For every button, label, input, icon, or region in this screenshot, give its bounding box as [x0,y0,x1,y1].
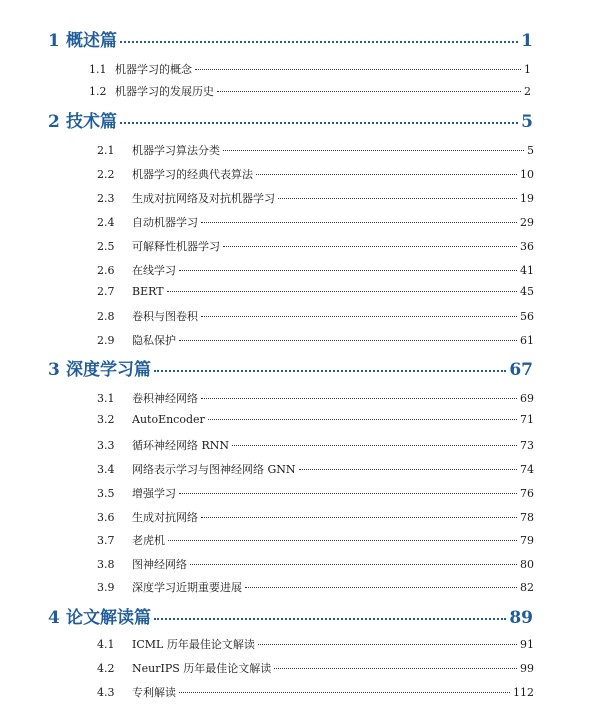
dot-leader [120,122,518,124]
section-title: 增强学习 [132,487,176,500]
section-title: ICML 历年最佳论文解读 [132,638,255,651]
dot-leader [179,270,517,271]
section-2-1[interactable] [97,142,534,158]
section-title: 机器学习的发展历史 [115,85,214,98]
section-2-6[interactable] [97,262,534,278]
section-number: 2.9 [97,334,115,347]
section-3-4[interactable] [97,461,534,477]
section-title: 生成对抗网络及对抗机器学习 [132,192,275,205]
section-4-2[interactable] [97,660,534,676]
dot-leader [179,340,517,341]
section-3-2[interactable] [97,413,534,426]
section-4-3[interactable] [97,684,534,700]
chapter-title: 论文解读篇 [66,608,151,628]
section-number: 3.5 [97,487,115,500]
chapter-3-heading[interactable] [48,355,533,380]
section-title: AutoEncoder [132,413,205,426]
dot-leader [167,291,517,292]
section-page: 56 [520,310,534,323]
section-number: 3.9 [97,581,115,594]
dot-leader [256,174,517,175]
section-3-9[interactable] [97,579,534,595]
section-number: 2.3 [97,192,115,205]
chapter-page: 1 [521,31,533,51]
chapter-2-heading[interactable] [48,107,533,132]
section-title: 在线学习 [132,264,176,277]
section-3-8[interactable] [97,556,534,572]
chapter-title: 技术篇 [66,112,117,132]
section-page: 73 [520,439,534,452]
section-2-9[interactable] [97,332,534,348]
section-2-4[interactable] [97,214,534,230]
section-title: 卷积与图卷积 [132,310,198,323]
section-page: 36 [520,240,534,253]
section-page: 2 [524,85,531,98]
dot-leader [154,618,506,620]
chapter-number: 1 [48,31,60,51]
section-title: 生成对抗网络 [132,511,198,524]
section-page: 78 [520,511,534,524]
section-number: 1.1 [89,63,107,76]
dot-leader [299,469,517,470]
dot-leader [232,445,517,446]
dot-leader [120,41,518,43]
chapter-title: 深度学习篇 [66,360,151,380]
section-number: 2.6 [97,264,115,277]
section-title: 图神经网络 [132,558,187,571]
section-number: 4.3 [97,686,115,699]
chapter-1-heading[interactable] [48,26,533,51]
dot-leader [223,246,517,247]
section-page: 19 [520,192,534,205]
section-3-6[interactable] [97,509,534,525]
section-number: 2.7 [97,285,115,298]
section-number: 4.1 [97,638,115,651]
section-2-5[interactable] [97,238,534,254]
section-number: 3.2 [97,413,115,426]
section-title: 老虎机 [132,534,165,547]
dot-leader [278,198,517,199]
section-1-1[interactable] [89,61,531,77]
dot-leader [274,668,517,669]
dot-leader [201,517,517,518]
section-page: 79 [520,534,534,547]
section-number: 3.3 [97,439,115,452]
chapter-page: 67 [509,360,533,380]
dot-leader [168,540,517,541]
section-page: 71 [520,413,534,426]
chapter-number: 4 [48,608,60,628]
section-title: 网络表示学习与图神经网络 GNN [132,463,296,476]
section-number: 2.2 [97,168,115,181]
section-title: 可解释性机器学习 [132,240,220,253]
section-page: 29 [520,216,534,229]
section-title: 专利解读 [132,686,176,699]
section-title: 机器学习的概念 [115,63,192,76]
section-number: 2.8 [97,310,115,323]
dot-leader [195,69,521,70]
dot-leader [201,398,517,399]
dot-leader [223,150,524,151]
section-page: 82 [520,581,534,594]
chapter-page: 89 [509,608,533,628]
section-page: 99 [520,662,534,675]
dot-leader [190,564,517,565]
section-number: 2.1 [97,144,115,157]
chapter-4-heading[interactable] [48,603,533,628]
section-page: 69 [520,392,534,405]
section-3-5[interactable] [97,485,534,501]
dot-leader [217,91,521,92]
section-page: 112 [513,686,534,699]
section-page: 91 [520,638,534,651]
section-2-7[interactable] [97,285,534,298]
dot-leader [179,493,517,494]
section-title: 自动机器学习 [132,216,198,229]
chapter-page: 5 [521,112,533,132]
section-title: BERT [132,285,164,298]
section-page: 1 [524,63,531,76]
section-page: 10 [520,168,534,181]
dot-leader [179,692,510,693]
section-number: 4.2 [97,662,115,675]
section-number: 1.2 [89,85,107,98]
section-number: 3.7 [97,534,115,547]
section-number: 3.6 [97,511,115,524]
section-1-2[interactable] [89,83,531,99]
section-3-1[interactable] [97,390,534,406]
section-3-7[interactable] [97,532,534,548]
section-title: 隐私保护 [132,334,176,347]
section-2-3[interactable] [97,190,534,206]
section-title: 深度学习近期重要进展 [132,581,242,594]
section-page: 76 [520,487,534,500]
section-title: 循环神经网络 RNN [132,439,230,452]
section-title: 机器学习算法分类 [132,144,220,157]
section-page: 61 [520,334,534,347]
section-number: 3.4 [97,463,115,476]
section-page: 74 [520,463,534,476]
section-4-1[interactable] [97,636,534,652]
section-2-2[interactable] [97,166,534,182]
dot-leader [201,316,517,317]
section-page: 41 [520,264,534,277]
dot-leader [154,370,506,372]
dot-leader [245,587,517,588]
dot-leader [258,644,517,645]
section-title: NeurIPS 历年最佳论文解读 [132,662,272,675]
section-number: 3.1 [97,392,115,405]
section-number: 2.4 [97,216,115,229]
chapter-title: 概述篇 [66,31,117,51]
section-page: 80 [520,558,534,571]
chapter-number: 3 [48,360,60,380]
section-number: 2.5 [97,240,115,253]
section-page: 45 [520,285,534,298]
section-3-3[interactable] [97,437,534,453]
section-title: 卷积神经网络 [132,392,198,405]
section-2-8[interactable] [97,308,534,324]
dot-leader [208,419,517,420]
section-page: 5 [527,144,534,157]
dot-leader [201,222,517,223]
chapter-number: 2 [48,112,60,132]
section-title: 机器学习的经典代表算法 [132,168,253,181]
section-number: 3.8 [97,558,115,571]
